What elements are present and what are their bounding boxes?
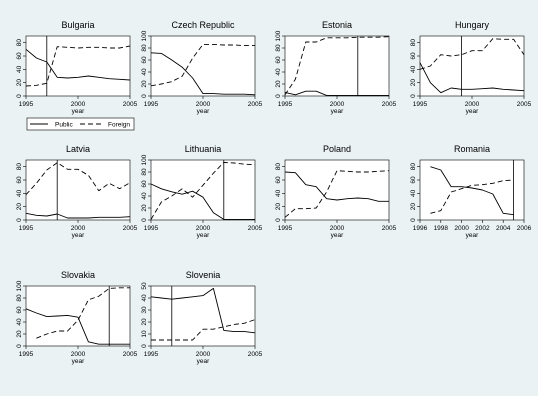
legend-public-label: Public <box>55 121 73 129</box>
y-tick-label: 0 <box>141 218 148 222</box>
y-tick-label: 0 <box>410 218 417 222</box>
y-tick-label: 0 <box>16 218 23 222</box>
chart-panel-lithuania <box>141 144 263 239</box>
y-tick-label: 50 <box>141 282 148 290</box>
x-axis-label: year <box>330 108 344 115</box>
x-tick-label: 1995 <box>277 225 293 232</box>
x-axis-label: year <box>71 108 85 115</box>
y-tick-label: 40 <box>275 189 282 197</box>
y-tick-label: 40 <box>16 318 23 326</box>
y-tick-label: 30 <box>141 306 148 314</box>
x-tick-label: 2000 <box>329 225 345 232</box>
x-tick-label: 2006 <box>516 225 532 232</box>
chart-panel-slovakia <box>16 270 138 365</box>
x-tick-label: 2000 <box>329 101 345 108</box>
x-tick-label: 1996 <box>412 225 428 232</box>
y-tick-label: 100 <box>16 280 23 292</box>
panel-title: Slovakia <box>60 270 96 280</box>
x-tick-label: 1995 <box>18 225 34 232</box>
legend <box>27 118 134 130</box>
y-tick-label: 20 <box>141 204 148 212</box>
y-tick-label: 80 <box>275 163 282 171</box>
panel-title: Poland <box>322 144 352 154</box>
plot-area <box>285 160 389 220</box>
y-tick-label: 40 <box>410 65 417 73</box>
y-tick-label: 60 <box>141 56 148 64</box>
x-tick-label: 2005 <box>247 225 263 232</box>
y-tick-label: 60 <box>275 56 282 64</box>
x-axis-label: year <box>465 232 479 239</box>
x-tick-label: 2005 <box>381 101 397 108</box>
y-tick-label: 60 <box>16 52 23 60</box>
x-tick-label: 2002 <box>475 225 490 232</box>
panel-title: Latvia <box>65 144 91 154</box>
x-tick-label: 1995 <box>18 351 34 358</box>
x-tick-label: 2000 <box>464 101 480 108</box>
x-tick-label: 2005 <box>381 225 397 232</box>
y-tick-label: 10 <box>141 330 148 338</box>
chart-panel-latvia <box>16 144 138 239</box>
panel-title: Hungary <box>454 20 490 30</box>
x-tick-label: 2005 <box>247 351 263 358</box>
x-tick-label: 2005 <box>122 225 138 232</box>
x-axis-label: year <box>196 232 210 239</box>
x-axis-label: year <box>330 232 344 239</box>
panel-title: Estonia <box>321 20 353 30</box>
y-tick-label: 80 <box>16 39 23 47</box>
y-tick-label: 40 <box>275 68 282 76</box>
plot-area <box>26 286 130 346</box>
chart-panel-slovenia <box>141 270 263 365</box>
y-tick-label: 0 <box>275 94 282 98</box>
y-tick-label: 40 <box>16 65 23 73</box>
panel-title: Bulgaria <box>61 20 95 30</box>
y-tick-label: 80 <box>275 44 282 52</box>
x-tick-label: 2000 <box>70 225 86 232</box>
y-tick-label: 60 <box>141 180 148 188</box>
x-tick-label: 1995 <box>412 101 428 108</box>
y-tick-label: 100 <box>141 30 148 42</box>
x-tick-label: 2000 <box>195 351 211 358</box>
chart-panel-bulgaria <box>16 20 138 115</box>
x-tick-label: 2000 <box>195 101 211 108</box>
y-tick-label: 80 <box>410 163 417 171</box>
y-tick-label: 80 <box>141 168 148 176</box>
x-tick-label: 1995 <box>143 101 159 108</box>
x-axis-label: year <box>71 232 85 239</box>
x-tick-label: 2005 <box>122 351 138 358</box>
x-axis-label: year <box>196 108 210 115</box>
plot-area <box>26 36 130 96</box>
x-tick-label: 2005 <box>247 101 263 108</box>
y-tick-label: 20 <box>16 79 23 87</box>
y-tick-label: 100 <box>275 30 282 42</box>
y-tick-label: 60 <box>16 176 23 184</box>
y-tick-label: 80 <box>141 44 148 52</box>
y-tick-label: 60 <box>410 176 417 184</box>
x-tick-label: 1995 <box>18 101 34 108</box>
x-tick-label: 1998 <box>433 225 449 232</box>
y-tick-label: 40 <box>16 189 23 197</box>
plot-area <box>420 160 524 220</box>
y-tick-label: 0 <box>16 94 23 98</box>
y-tick-label: 0 <box>16 344 23 348</box>
y-tick-label: 20 <box>16 203 23 211</box>
y-tick-label: 40 <box>141 68 148 76</box>
y-tick-label: 60 <box>16 306 23 314</box>
y-tick-label: 60 <box>410 52 417 60</box>
panel-title: Lithuania <box>184 144 222 154</box>
y-tick-label: 20 <box>16 330 23 338</box>
y-tick-label: 40 <box>410 189 417 197</box>
y-tick-label: 0 <box>141 344 148 348</box>
y-tick-label: 20 <box>141 318 148 326</box>
x-axis-label: year <box>71 358 85 365</box>
x-axis-label: year <box>465 108 479 115</box>
plot-area <box>151 286 255 346</box>
plot-area <box>420 36 524 96</box>
chart-panel-poland <box>275 144 397 239</box>
x-tick-label: 2000 <box>454 225 469 232</box>
panel-title: Slovenia <box>185 270 221 280</box>
x-tick-label: 1995 <box>277 101 293 108</box>
y-tick-label: 20 <box>275 203 282 211</box>
y-tick-label: 0 <box>141 94 148 98</box>
x-tick-label: 2000 <box>195 225 211 232</box>
y-tick-label: 20 <box>275 80 282 88</box>
x-tick-label: 2005 <box>516 101 532 108</box>
y-tick-label: 20 <box>410 79 417 87</box>
chart-panel-hungary <box>410 20 532 115</box>
x-tick-label: 2005 <box>122 101 138 108</box>
y-tick-label: 80 <box>410 39 417 47</box>
x-axis-label: year <box>196 358 210 365</box>
x-tick-label: 2000 <box>70 351 86 358</box>
y-tick-label: 80 <box>16 163 23 171</box>
x-tick-label: 1995 <box>143 351 159 358</box>
y-tick-label: 80 <box>16 294 23 302</box>
legend-foreign-label: Foreign <box>108 121 131 129</box>
chart-panel-czech-republic <box>141 20 263 115</box>
y-tick-label: 0 <box>275 218 282 222</box>
x-tick-label: 2004 <box>495 225 511 232</box>
y-tick-label: 40 <box>141 192 148 200</box>
y-tick-label: 60 <box>275 176 282 184</box>
x-tick-label: 1995 <box>143 225 159 232</box>
y-tick-label: 0 <box>410 94 417 98</box>
y-tick-label: 40 <box>141 294 148 302</box>
panel-title: Czech Republic <box>171 20 235 30</box>
plot-area <box>285 36 389 96</box>
panel-title: Romania <box>453 144 491 154</box>
x-tick-label: 2000 <box>70 101 86 108</box>
y-tick-label: 100 <box>141 154 148 166</box>
chart-panel-estonia <box>275 20 397 115</box>
chart-panel-romania <box>410 144 532 239</box>
y-tick-label: 20 <box>141 80 148 88</box>
y-tick-label: 20 <box>410 203 417 211</box>
